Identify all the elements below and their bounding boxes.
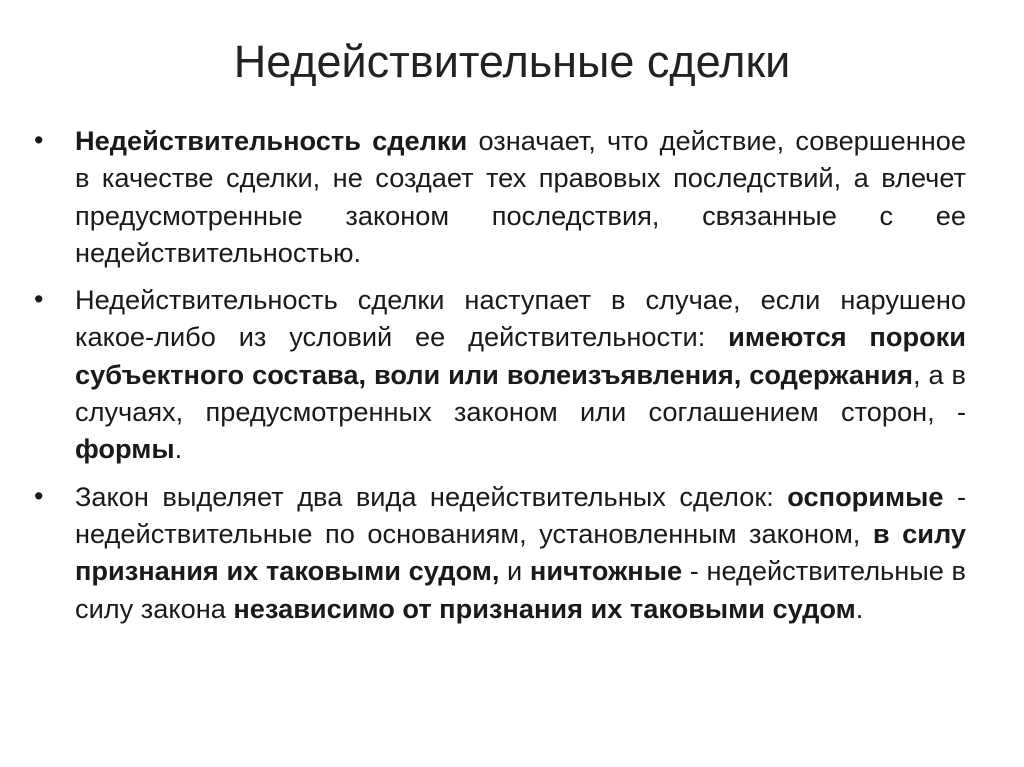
bullet-item-invalidity-conditions: [34, 281, 966, 467]
bullet-text-plain: и: [499, 555, 530, 587]
bullet-text-bold: независимо от признания их таковыми судом: [233, 592, 856, 624]
bullet-text-bold: формы: [75, 433, 175, 465]
bullet-text-plain: .: [855, 592, 864, 624]
bullet-text-bold: оспоримые: [787, 480, 944, 512]
bullet-text-plain: - недействительные по основаниям, установленным законом,: [75, 480, 967, 549]
bullet-item-invalid-types: [34, 478, 966, 627]
bullet-text-plain: Закон выделяет два вида недействительных сделок:: [75, 480, 788, 512]
bullet-marker: •: [34, 125, 44, 155]
bullet-marker: •: [34, 480, 44, 511]
bullet-item-invalidity-definition: [34, 122, 966, 271]
bullet-text-plain: - недействительные в силу закона: [75, 555, 966, 624]
bullet-text-bold: имеются пороки субъектного состава, воли или волеизъявления, содержания: [75, 321, 966, 390]
bullet-marker: •: [34, 284, 44, 315]
bullet-list: [34, 122, 966, 637]
bullet-text-bold: в силу признания их таковыми судом,: [75, 517, 966, 587]
bullet-text-bold: ничтожные: [529, 555, 683, 587]
bullet-text-plain: означает, что действие, совершенное в качестве сделки, не создает тех правовых последствий, а влечет предусмотренные законом последствия, связанные с ее недействительностью.: [75, 125, 967, 268]
bullet-text-bold: Недействительность сделки: [75, 125, 468, 156]
bullet-text-plain: Недействительность сделки наступает в случае, если нарушено какое-либо из условий ее действительности:: [75, 284, 966, 353]
bullet-text: [75, 284, 966, 464]
bullet-text-plain: , а в случаях, предусмотренных законом или соглашением сторон, -: [75, 358, 966, 428]
bullet-text: [75, 125, 966, 268]
slide-title: Недействительные сделки: [233, 36, 791, 87]
bullet-text: [75, 481, 966, 624]
bullet-text-plain: .: [174, 433, 183, 465]
